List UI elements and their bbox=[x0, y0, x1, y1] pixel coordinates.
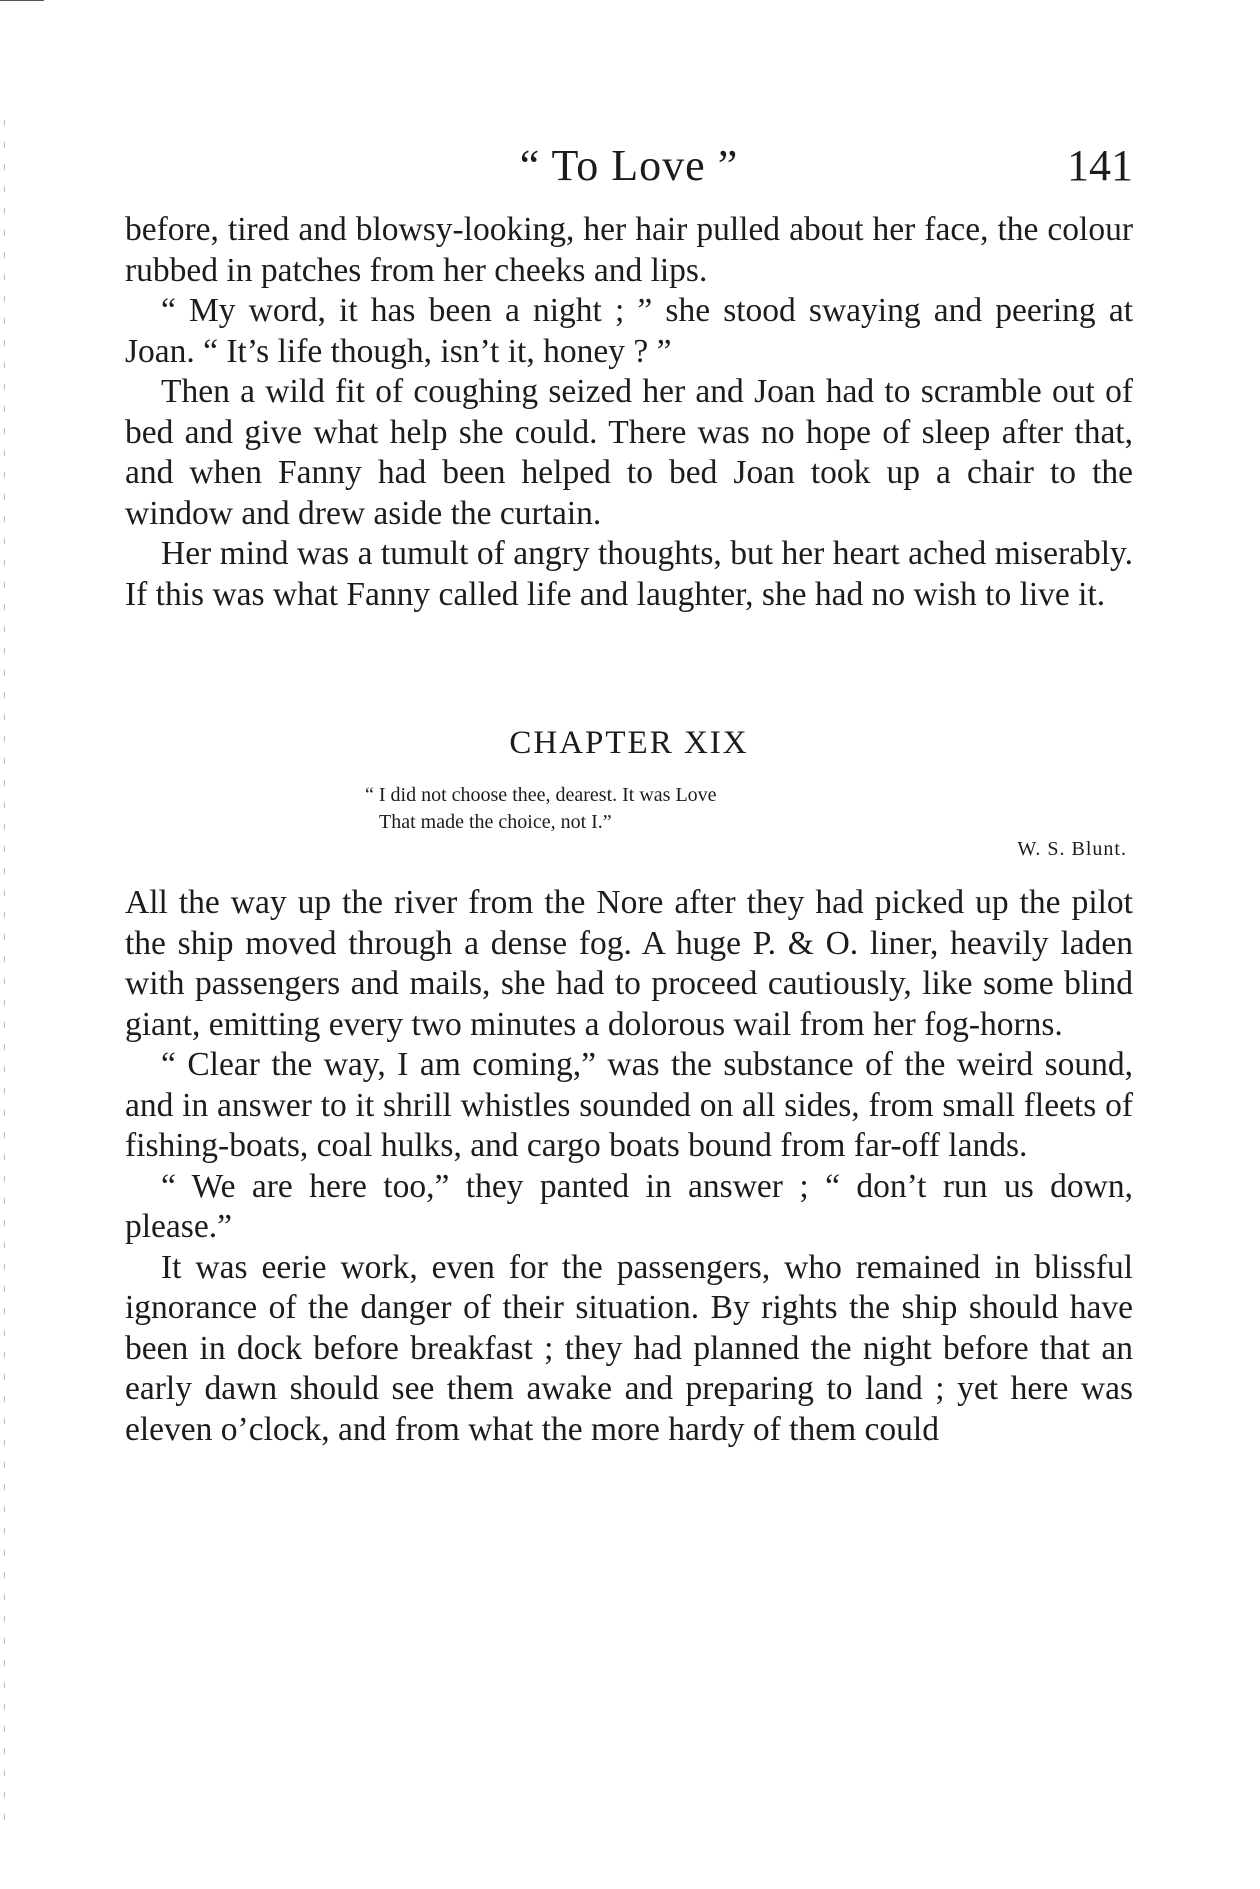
page-number: 141 bbox=[1067, 141, 1133, 190]
running-title: “ To Love ” bbox=[519, 141, 739, 190]
paragraph: “ My word, it has been a night ; ” she stood swaying and peering at Joan. “ It’s life though, isn’t it, honey ? ” bbox=[125, 292, 1133, 370]
running-head bbox=[125, 140, 1133, 210]
paragraph: before, tired and blowsy-looking, her hair pulled about her face, the colour rubbed in patches from her cheeks and lips. bbox=[125, 211, 1133, 289]
paragraph: All the way up the river from the Nore after they had picked up the pilot the ship moved through a dense fog. A huge P. & O. liner, heavily laden with passengers and mails, she had to proceed cautiously, like some blind giant, emitting every two minutes a dolorous wail from her fog-horns. bbox=[125, 884, 1133, 1043]
epigraph bbox=[365, 782, 1133, 836]
paragraph: Then a wild fit of coughing seized her and Joan had to scramble out of bed and give what help she could. There was no hope of sleep after that, and when Fanny had been helped to bed Joan took up a chair to the window and drew aside the curtain. bbox=[125, 373, 1133, 532]
paragraph: It was eerie work, even for the passengers, who remained in blissful ignorance of the danger of their situation. By rights the ship should have been in dock before breakfast ; they had planned the night before that an early dawn should see them awake and preparing to land ; yet here was eleven o’clock, and from what the more hardy of them could bbox=[125, 1248, 1133, 1448]
scan-binding-shadow bbox=[4, 120, 5, 1820]
scan-edge-line bbox=[0, 0, 44, 1]
paragraph: “ We are here too,” they panted in answer ; “ don’t run us down, please.” bbox=[125, 1167, 1133, 1245]
paragraph: Her mind was a tumult of angry thoughts, but her heart ached miserably. If this was what Fanny called life and laughter, she had no wish to live it. bbox=[125, 535, 1133, 613]
epigraph-line: “ I did not choose thee, dearest. It was Love bbox=[365, 784, 717, 806]
epigraph-attribution: W. S. Blunt. bbox=[1017, 838, 1127, 860]
book-page bbox=[125, 140, 1133, 1450]
chapter-heading: CHAPTER XIX bbox=[509, 725, 749, 761]
chapter-body bbox=[125, 883, 1133, 1450]
paragraph: “ Clear the way, I am coming,” was the substance of the weird sound, and in answer to it shrill whistles sounded on all sides, from small fleets of fishing-boats, coal hulks, and cargo boats bound from far-off lands. bbox=[125, 1046, 1133, 1164]
epigraph-line: That made the choice, not I.” bbox=[379, 811, 612, 833]
